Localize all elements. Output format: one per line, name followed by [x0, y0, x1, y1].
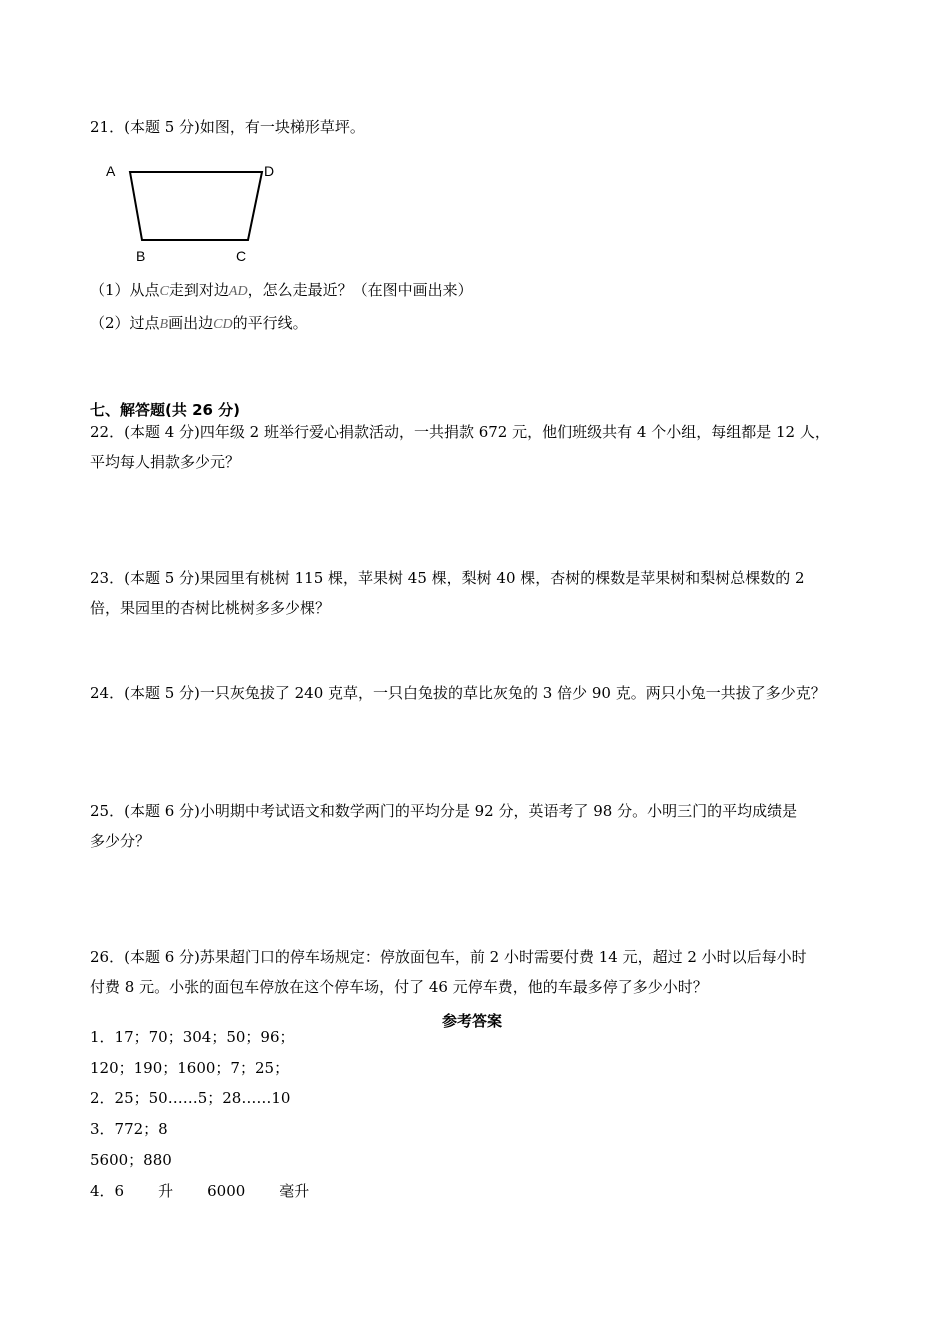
answer-line: 120；190；1600；7；25；	[90, 1059, 290, 1077]
q25-line2: 多少分？	[90, 832, 151, 850]
answer-line: 1．17；70；304；50；96；	[90, 1028, 295, 1046]
answers-title: 参考答案	[442, 1012, 503, 1030]
vertex-label-c: C	[236, 248, 247, 264]
trapezoid-figure	[100, 158, 290, 268]
q23-line2: 倍，果园里的杏树比桃树多多少棵？	[90, 599, 331, 617]
q21-sub1: （1）从点C走到对边AD，怎么走最近？（在图中画出来）	[90, 281, 473, 299]
q23-line1: 23．(本题 5 分)果园里有桃树 115 棵，苹果树 45 棵，梨树 40 棵，杏树的棵数是苹果树和梨树总棵数的 2	[90, 569, 805, 587]
answer-line: 5600；880	[90, 1151, 172, 1169]
q21-title: 21．(本题 5 分)如图，有一块梯形草坪。	[90, 118, 365, 136]
q22-line2: 平均每人捐款多少元？	[90, 453, 241, 471]
trapezoid-shape	[130, 172, 262, 240]
q24-line1: 24．(本题 5 分)一只灰兔拔了 240 克草，一只白兔拔的草比灰兔的 3 倍少 90 克。两只小兔一共拔了多少克？	[90, 684, 826, 702]
answer-line: 2．25；50……5；28……10	[90, 1089, 291, 1107]
answer-line: 3．772；8	[90, 1120, 168, 1138]
q26-line2: 付费 8 元。小张的面包车停放在这个停车场，付了 46 元停车费，他的车最多停了多少小时？	[90, 978, 708, 996]
section7-title: 七、解答题(共 26 分)	[90, 401, 241, 419]
answer-line-4: 4．6 升 6000 毫升	[90, 1182, 310, 1200]
q21-sub2: （2）过点B画出边CD的平行线。	[90, 314, 308, 332]
q25-line1: 25．(本题 6 分)小明期中考试语文和数学两门的平均分是 92 分，英语考了 98 分。小明三门的平均成绩是	[90, 802, 798, 820]
q26-line1: 26．(本题 6 分)苏果超门口的停车场规定：停放面包车，前 2 小时需要付费 14 元，超过 2 小时以后每小时	[90, 948, 807, 966]
vertex-label-b: B	[136, 248, 146, 264]
vertex-label-a: A	[106, 163, 116, 179]
q22-line1: 22．(本题 4 分)四年级 2 班举行爱心捐款活动，一共捐款 672 元，他们班级共有 4 个小组，每组都是 12 人，	[90, 423, 830, 441]
vertex-label-d: D	[264, 163, 275, 179]
